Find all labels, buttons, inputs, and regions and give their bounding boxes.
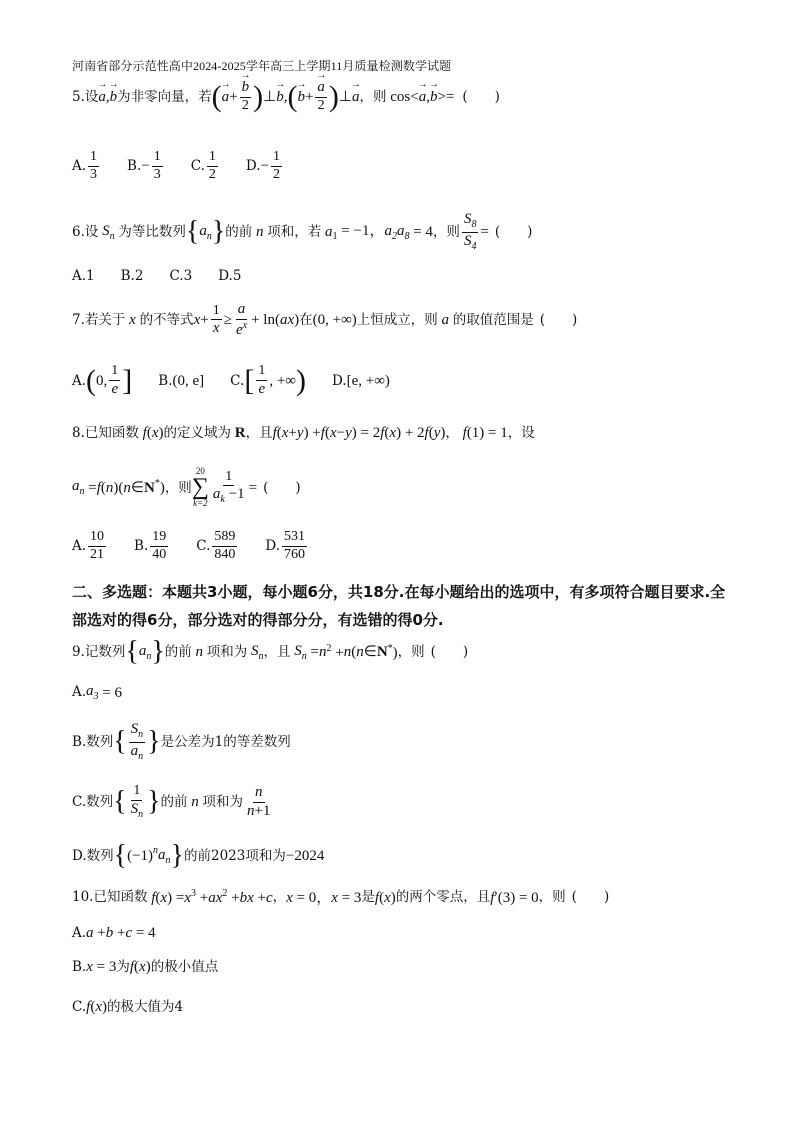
q7-options [72,364,416,397]
q8-option-c: C. $\frac{589}{840}$ [196,529,236,562]
q9-option-c: C.数列 { $\frac{1}{S_n}$ } 的前 n 项和为 $\frac{n}{n+1}$ [72,783,271,820]
q7-option-d: D. [e, +∞) [331,372,390,389]
q7-number: 7. [72,312,85,329]
q9-option-d: D.数列 { (−1) $^na_n$ } 的前2023项和为 −2024 [72,840,325,871]
q9-answer-blank: ( ) [430,643,469,660]
q10-answer-blank: ( ) [571,889,610,906]
question-7: 7. 若关于 x 的不等式 x + $\frac{1}{x}$ ≥ $\frac{a}{e^x}$ + ln ( ax ) 在 (0, +∞) 上恒成立，则 a 的取值范围是 ( ) [72,301,578,338]
q8-options [72,530,335,562]
page-header: 河南省部分示范性高中2024-2025学年高三上学期11月质量检测数学试题 [72,59,452,73]
q5-option-b: B. − $\frac{1}{3}$ [127,149,161,182]
q7-option-a: A. ( 0, $\frac{1}{e}$ ] [72,363,133,397]
q5-number: 5. [72,88,85,105]
q8-option-d: D. $\frac{531}{760}$ [265,529,306,562]
q8-option-a: A. $\frac{10}{21}$ [72,529,105,562]
q6-option-b: B.2 [120,268,144,284]
q6-options [72,268,267,284]
q8-number: 8. [72,424,85,441]
q6-number: 6. [72,223,85,240]
q5-answer-blank: ( ) [462,88,500,105]
question-8: 8. 已知函数 f ( x ) 的定义域为 R ，且 f ( x + y ) + f ( x − y ) = 2 f ( x ) + 2 f ( y ) ， f (1) = 1 ，设 [72,424,535,441]
q7-answer-blank: ( ) [539,312,578,329]
q6-option-d: D.5 [218,268,242,284]
q9-option-b: B.数列 { $\frac{S_n}{a_n}$ } 是公差为1的等差数列 [72,721,291,762]
q8-answer-blank: ( ) [263,479,301,496]
q7-option-c: C. [ $\frac{1}{e}$ , +∞ ) [230,363,306,397]
q10-option-a: A. a + b + c = 4 [72,924,156,941]
q10-option-b: B. x = 3 为 f ( x ) 的极小值点 [72,958,219,975]
question-10: 10. 已知函数 f ( x ) = x $^3$ + ax $^2$ + bx + c ， x = 0， x = 3 是 f ( x ) 的两个零点，且 f ′(3) = 0 ，则 ( ) [72,888,610,906]
question-9: 9. 记数列 { $a_n$ } 的前 n 项和为 $S_n$ ，且 $S_n$ = n $^2$ + n ( n ∈ N *) ，则 ( ) [72,636,469,667]
q5-options [72,150,310,182]
q9-number: 9. [72,643,85,660]
section-2-heading: 二、多选题：本题共3小题，每小题6分，共18分.在每小题给出的选项中，有多项符合题目要求.全部选对的得6分，部分选对的得部分分，有选错的得0分. [72,583,726,629]
q6-answer-blank: ( ) [494,223,533,240]
q5-option-d: D. − $\frac{1}{2}$ [245,149,280,182]
q8-option-b: B. $\frac{19}{40}$ [134,529,167,562]
question-6: 6. 设 $S_n$ 为等比数列 { $a_n$ } 的前 n 项和，若 a $_1$ = −1， $a_2a_8$ = 4 ，则 $\frac{S_8}{S_4}$ = ( ) [72,211,533,252]
q5-option-a: A. $\frac{1}{3}$ [72,149,98,182]
question-8-cont: $a_n$ = f ( n )( n ∈ N *) ，则 20 ∑ k=2 $\frac{1}{a_k -1}$ = ( ) [72,466,301,509]
q9-option-a: A. $a_3$ = 6 [72,683,123,702]
q10-number: 10. [72,889,94,906]
q6-option-c: C.3 [169,268,193,284]
q10-option-c: C. f ( x ) 的极大值为4 [72,998,184,1015]
q7-option-b: B. (0, e] [158,372,205,389]
q5-option-c: C. $\frac{1}{2}$ [190,149,216,182]
question-5: 5. 设 → a,→ b 为非零向量，若 ( → a + → $\frac{b}{2}$ ) ⊥ → b , ( → b + → $\frac{a}{2}$ ) ⊥ → a ，则 cos< → a,→ b >= ( ) [72,80,500,113]
q6-option-a: A.1 [72,268,95,284]
